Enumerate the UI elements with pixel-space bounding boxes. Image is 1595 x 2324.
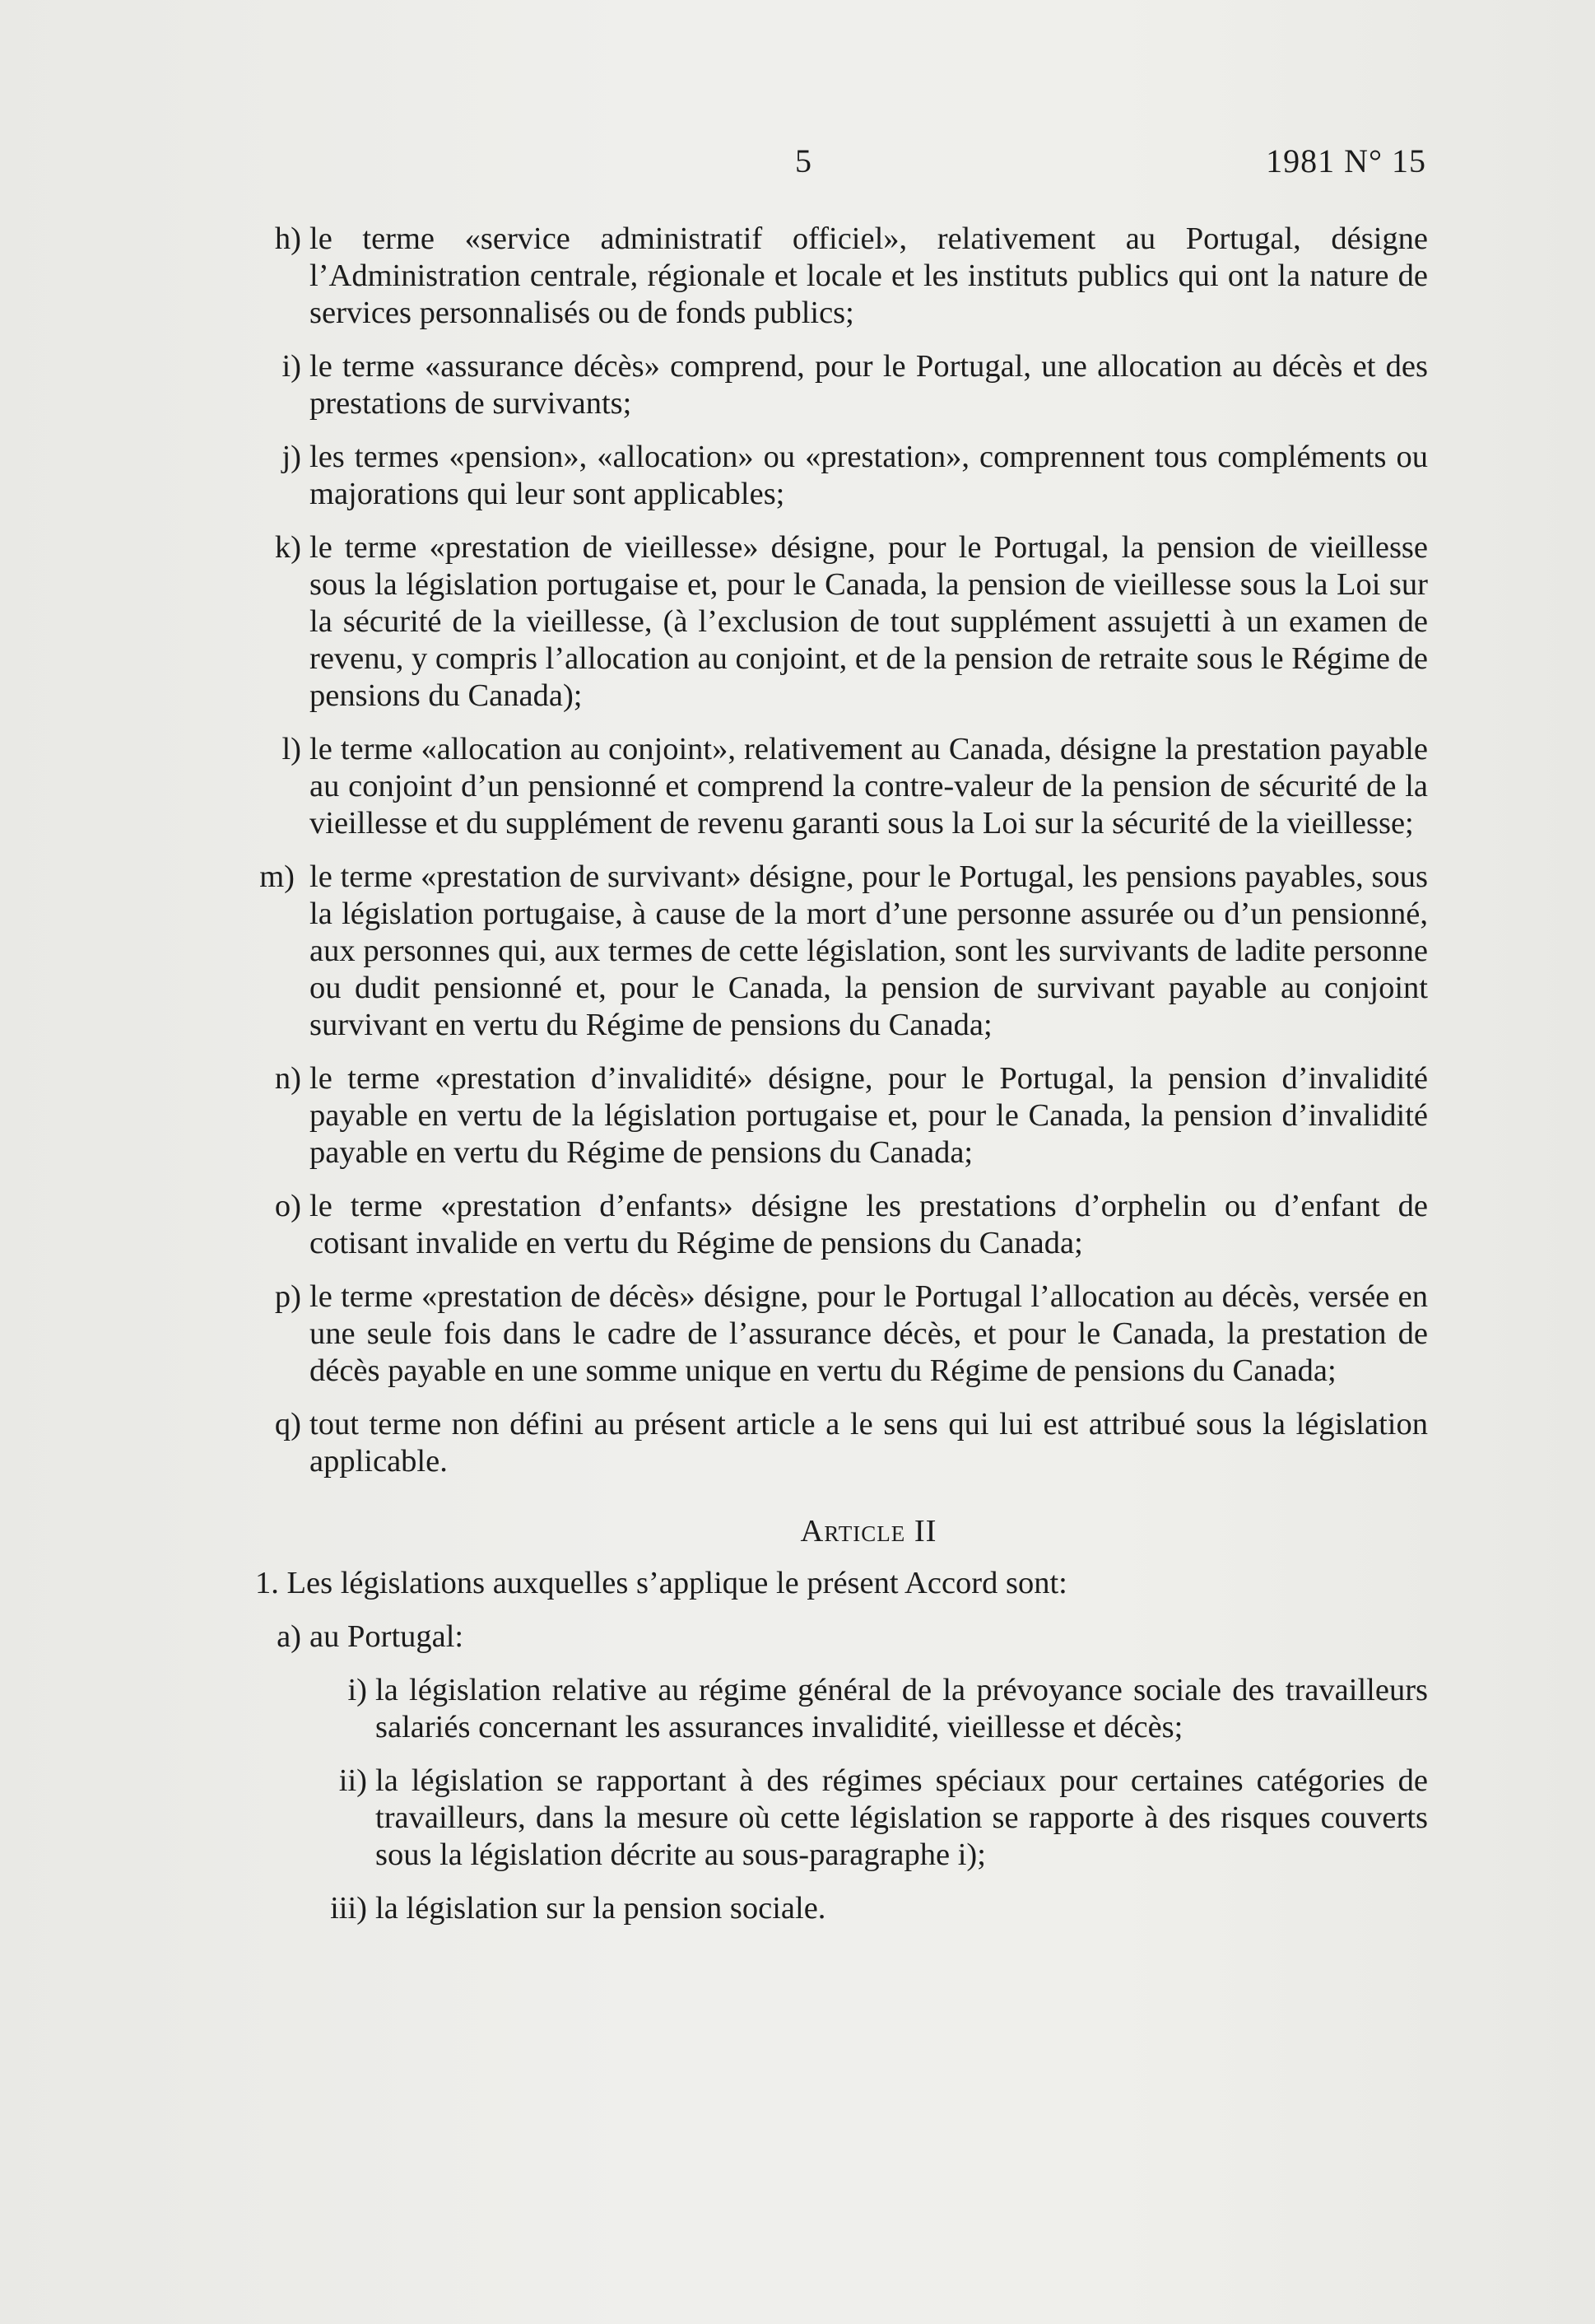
definition-item-i (255, 348, 1428, 422)
item-text: le terme «assurance décès» comprend, pour le Portugal, une allocation au décès et des prestations de survivants; (309, 349, 1428, 421)
item-text: les termes «pension», «allocation» ou «prestation», comprennent tous compléments ou majorations qui leur sont applicables; (309, 440, 1428, 511)
article-paragraph: 1. Les législations auxquelles s’applique le présent Accord sont: (255, 1566, 1067, 1600)
item-text: le terme «prestation d’invalidité» désigne, pour le Portugal, la pension d’invalidité payable en vertu de la législation portugaise et, pour le Canada, la pension d’invalidité payable en vertu du Régime de pensions du Canada; (309, 1061, 1428, 1170)
item-marker: n) (274, 1061, 301, 1096)
definition-item-m (255, 859, 1428, 1044)
definition-item-h (255, 221, 1428, 332)
item-text: le terme «prestation de survivant» désigne, pour le Portugal, les pensions payables, sous la législation portugaise, à cause de la mort d’une personne assurée ou d’un pensionné, aux personnes qui, aux termes de cette législation, sont les survivants de ladite personne ou dudit pensionné et, pour le Canada, la pension de survivant payable au conjoint survivant en vertu du Régime de pensions du Canada; (309, 859, 1428, 1042)
document-body (255, 221, 1428, 1944)
subitem-marker: iii) (330, 1891, 367, 1926)
subitem-i (255, 1672, 1428, 1746)
item-marker: i) (281, 349, 301, 384)
item-text: au Portugal: (309, 1619, 464, 1654)
subitem-marker: i) (347, 1673, 367, 1707)
subitem-ii (255, 1763, 1428, 1874)
definition-item-j (255, 439, 1428, 513)
item-marker: p) (274, 1279, 301, 1314)
item-text: le terme «service administratif officiel», relativement au Portugal, désigne l’Administration centrale, régionale et locale et les instituts publics qui ont la nature de services personnalisés ou de fonds publics; (309, 221, 1428, 330)
subitem-marker: ii) (338, 1763, 367, 1798)
definition-item-q (255, 1406, 1428, 1480)
item-text: le terme «allocation au conjoint», relativement au Canada, désigne la prestation payable au conjoint d’un pensionné et comprend la contre-valeur de la pension de sécurité de la vieillesse et du supplément de revenu garanti sous la Loi sur la sécurité de la vieillesse; (309, 732, 1428, 841)
subitem-text: la législation sur la pension sociale. (375, 1891, 826, 1926)
item-marker: q) (274, 1407, 301, 1441)
definition-item-l (255, 731, 1428, 842)
item-text: le terme «prestation d’enfants» désigne les prestations d’orphelin ou d’enfant de cotisant invalide en vertu du Régime de pensions du Canada; (309, 1189, 1428, 1260)
subitem-iii (255, 1890, 1428, 1927)
item-text: le terme «prestation de vieillesse» désigne, pour le Portugal, la pension de vieillesse sous la législation portugaise et, pour le Canada, la pension de vieillesse sous la Loi sur la sécurité de la vieillesse, (à l’exclusion de tout supplément assujetti à un examen de revenu, y compris l’allocation au conjoint, et de la pension de retraite sous le Régime de pensions du Canada); (309, 530, 1428, 713)
definition-item-p (255, 1278, 1428, 1390)
subitem-text: la législation se rapportant à des régimes spéciaux pour certaines catégories de travailleurs, dans la mesure où cette législation se rapporte à des risques couverts sous la législation décrite au sous-paragraphe i); (375, 1763, 1428, 1872)
article-heading: Article II (800, 1514, 937, 1549)
definition-item-n (255, 1060, 1428, 1171)
item-text: le terme «prestation de décès» désigne, pour le Portugal l’allocation au décès, versée en une seule fois dans le cadre de l’assurance décès, et pour le Canada, la prestation de décès payable en une somme unique en vertu du Régime de pensions du Canada; (309, 1279, 1428, 1388)
page-header (0, 142, 1595, 191)
item-marker: j) (281, 440, 301, 474)
page-number: 5 (795, 142, 811, 179)
document-reference: 1981 N° 15 (1266, 142, 1426, 179)
definition-item-o (255, 1188, 1428, 1262)
item-marker: k) (274, 530, 301, 565)
item-marker: h) (274, 221, 301, 256)
item-marker: l) (281, 732, 301, 766)
definition-item-k (255, 529, 1428, 715)
item-marker: m) (259, 859, 295, 894)
item-marker: o) (274, 1189, 301, 1223)
item-marker: a) (277, 1619, 301, 1654)
subitem-text: la législation relative au régime général de la prévoyance sociale des travailleurs salariés concernant les assurances invalidité, vieillesse et décès; (375, 1673, 1428, 1744)
article-item-a (255, 1618, 1428, 1656)
item-text: tout terme non défini au présent article a le sens qui lui est attribué sous la législation applicable. (309, 1407, 1428, 1479)
